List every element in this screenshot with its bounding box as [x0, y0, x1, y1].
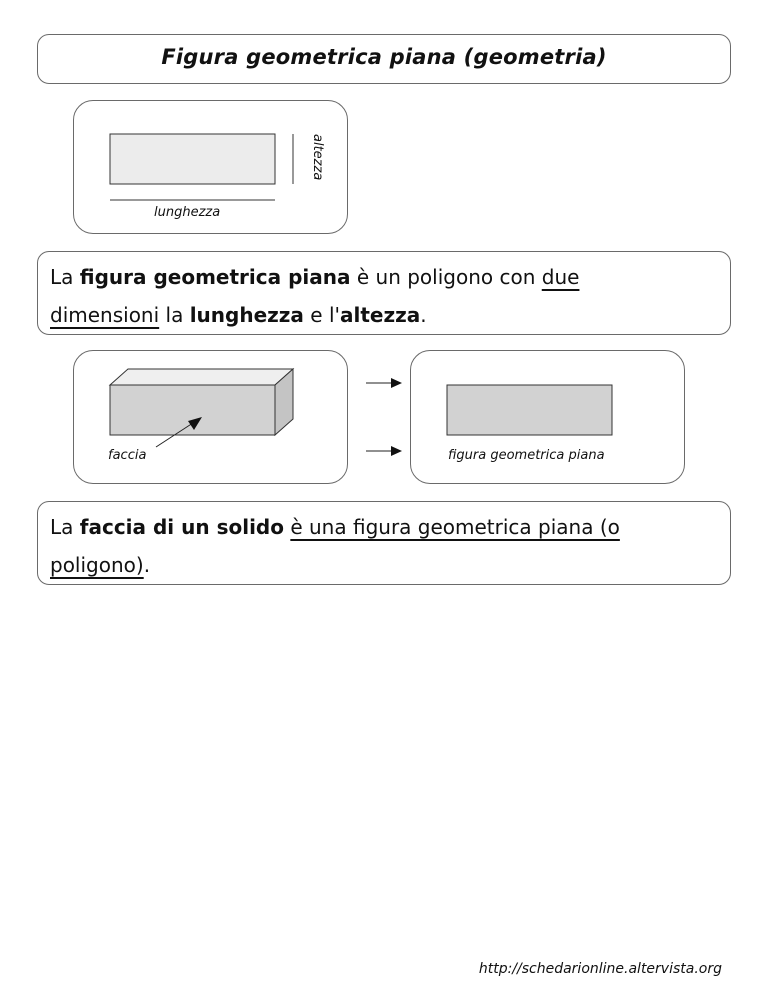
underlined-term: due dimensioni: [50, 265, 580, 327]
plane-figure: [410, 350, 685, 484]
plane-figure-label: figura geometrica piana: [448, 448, 605, 463]
bold-term: altezza: [340, 303, 421, 327]
face-label: faccia: [108, 448, 147, 463]
text-fragment: .: [420, 303, 427, 327]
solid-diagram: [74, 351, 349, 485]
text-fragment: La: [50, 265, 80, 289]
solid-top-face: [110, 369, 293, 385]
plane-diagram: [411, 351, 686, 485]
bold-term: figura geometrica piana: [79, 265, 351, 289]
text-fragment: La: [50, 515, 80, 539]
title-box: [37, 34, 731, 84]
rectangle-figure: [73, 100, 348, 234]
arrow-head-bottom: [391, 446, 402, 456]
text-fragment: .: [143, 553, 151, 577]
definition-box-2: [37, 501, 731, 585]
arrow-head-top: [391, 378, 402, 388]
definition-text-2: [50, 508, 670, 584]
plane-rectangle: [110, 134, 275, 184]
definition-box-1: [37, 251, 731, 335]
text-fragment: la: [159, 303, 190, 327]
bold-term: lunghezza: [189, 303, 304, 327]
definition-text-1: [50, 258, 670, 334]
solid-figure: [73, 350, 348, 484]
page-title: Figura geometrica piana (geometria): [161, 45, 607, 69]
bold-term: faccia di un solido: [79, 515, 284, 539]
length-label: lunghezza: [154, 205, 221, 220]
height-label: altezza: [310, 134, 325, 181]
underlined-term: è una figura geometrica piana (o poligono): [50, 515, 620, 577]
text-fragment: e l': [303, 303, 341, 327]
footer-url: http://schedarionline.altervista.org: [478, 961, 722, 977]
text-fragment: è un poligono con: [350, 265, 542, 289]
plane-figure-rectangle: [447, 385, 612, 435]
